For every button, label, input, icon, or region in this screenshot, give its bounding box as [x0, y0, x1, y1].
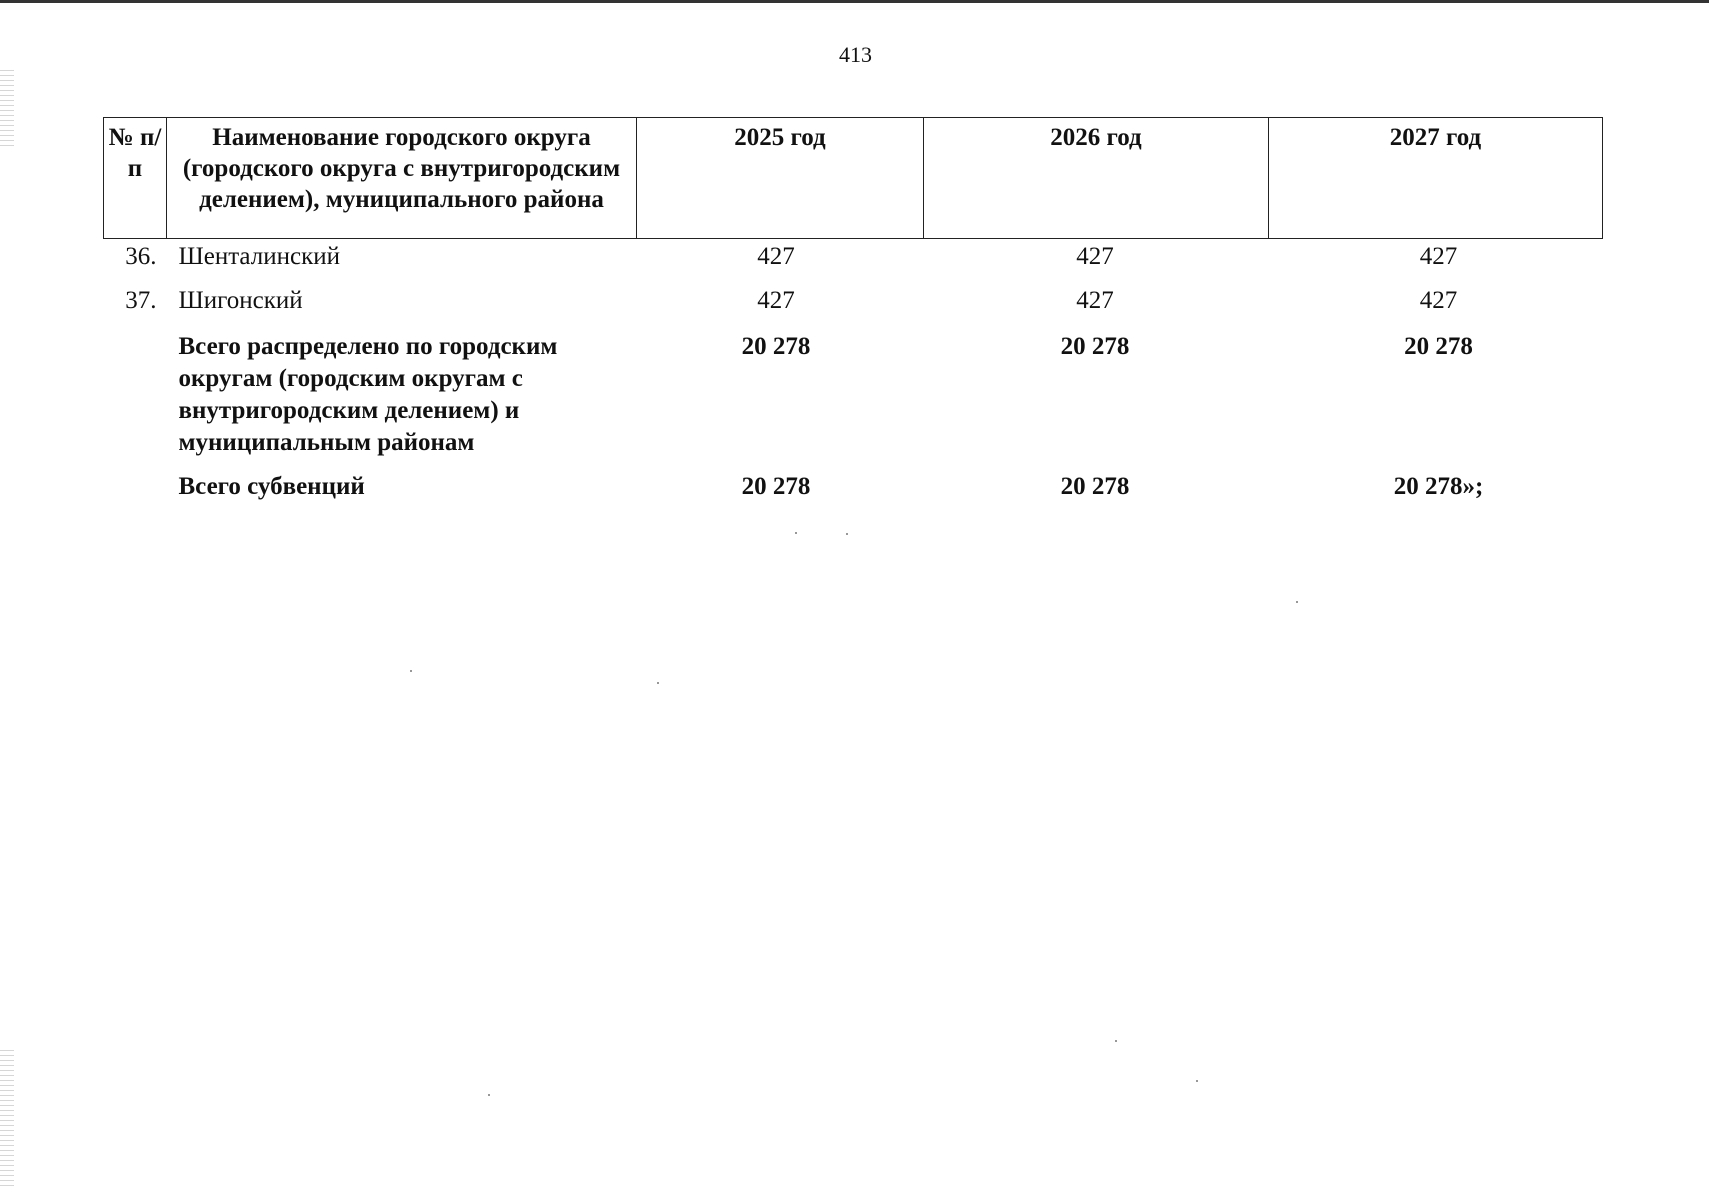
row-value-2025: 427 [757, 243, 795, 270]
total-subventions-row [104, 469, 1603, 503]
total-distributed-2027: 20 278 [1404, 333, 1473, 360]
empty-cell [104, 469, 167, 503]
header-name: Наименование городского округа (городского округа с внутригородским делением), муниципального района [167, 118, 637, 239]
table-row [104, 285, 1603, 329]
scan-edge-noise [0, 1050, 14, 1190]
top-scan-border [0, 0, 1709, 3]
table-header-row [104, 118, 1603, 239]
total-subventions-2025: 20 278 [741, 473, 811, 500]
scan-speck [846, 533, 848, 535]
total-distributed-2026: 20 278 [1060, 333, 1130, 360]
page-number: 413 [839, 42, 872, 67]
scan-speck [795, 532, 797, 534]
row-number: 37. [125, 287, 157, 314]
header-number: № п/п [104, 118, 167, 239]
scan-speck [1196, 1080, 1198, 1082]
total-distributed-label: Всего распределено по городским округам (городским округам с внутригородским делением) и муниципальным районам [178, 333, 558, 456]
total-distributed-2025: 20 278 [741, 333, 811, 360]
empty-cell [104, 329, 167, 469]
total-subventions-2026: 20 278 [1060, 473, 1130, 500]
total-subventions-label: Всего субвенций [178, 473, 365, 500]
row-value-2026: 427 [1076, 243, 1114, 270]
scan-speck [1115, 1040, 1117, 1042]
scan-speck [410, 670, 412, 672]
header-year-2027: 2027 год [1269, 118, 1603, 239]
row-value-2025: 427 [757, 287, 795, 314]
row-name: Шенталинский [178, 243, 340, 270]
table-row [104, 239, 1603, 286]
row-value-2027: 427 [1419, 243, 1458, 270]
total-subventions-2027: 20 278»; [1393, 473, 1484, 500]
row-value-2026: 427 [1076, 287, 1114, 314]
scan-speck [488, 1094, 490, 1096]
header-year-2025: 2025 год [637, 118, 924, 239]
scan-speck [657, 682, 659, 684]
subvention-table [103, 117, 1602, 503]
row-number: 36. [125, 243, 157, 270]
row-value-2027: 427 [1419, 287, 1458, 314]
header-year-2026: 2026 год [924, 118, 1269, 239]
row-name: Шигонский [178, 287, 303, 314]
scan-edge-noise [0, 70, 14, 150]
scan-speck [1296, 601, 1298, 603]
total-distributed-row [104, 329, 1603, 469]
